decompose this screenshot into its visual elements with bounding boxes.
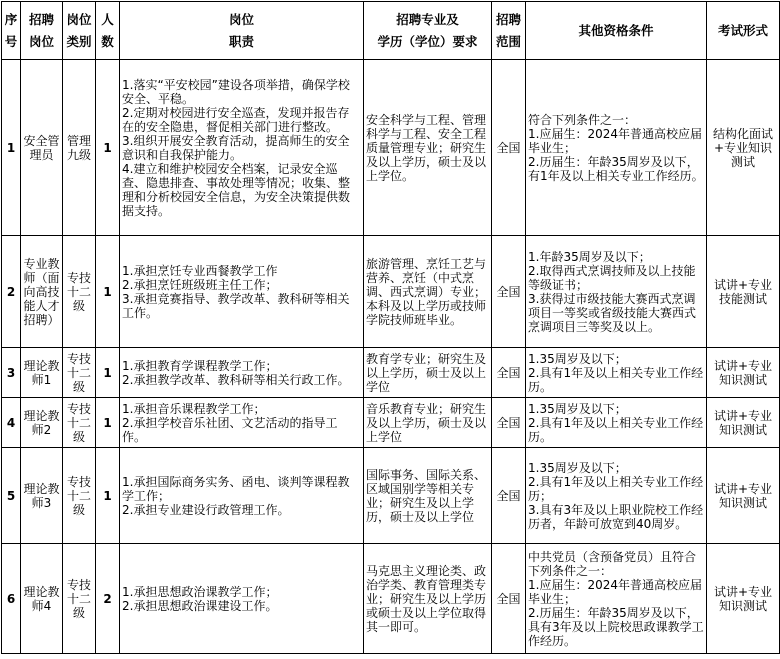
row-major: 教育学专业；研究生及以上学历，硕士及以上学位 — [364, 348, 492, 398]
row-category: 专技十二级 — [63, 236, 96, 348]
condition-line: 2.历届生：年龄35周岁及以下，有1年及以上相关专业工作经历。 — [528, 154, 704, 183]
duty-line: 1.承担国际商务实务、函电、谈判等课程教学工作； — [122, 474, 350, 503]
header-row — [2, 2, 780, 60]
condition-line: 3.获得过市级技能大赛西式烹调项目一等奖或省级技能大赛西式烹调项目三等奖及以上。 — [528, 291, 697, 334]
condition-line: 2.历届生：年龄35周岁及以下，具有3年及以上院校思政课教学工作经历。 — [528, 605, 704, 648]
row-seq: 5 — [2, 448, 21, 544]
duty-line: 1.承担教育学课程教学工作； — [122, 358, 278, 373]
row-seq: 6 — [2, 544, 21, 654]
row-major: 旅游管理、烹饪工艺与营养、烹饪（中式烹调、西式烹调）专业；本科及以上学历或技师学院技师班毕业。 — [364, 236, 492, 348]
row-category: 专技十二级 — [63, 448, 96, 544]
row-duties — [120, 448, 364, 544]
row-post: 专业教师（面向高技能人才招聘） — [21, 236, 63, 348]
row-seq: 2 — [2, 236, 21, 348]
condition-line: 1.应届生：2024年普通高校应届毕业生； — [528, 577, 702, 606]
row-post: 理论教师1 — [21, 348, 63, 398]
row-exam: 试讲+专业知识测试 — [707, 544, 780, 654]
condition-line: 1.35周岁及以下； — [528, 351, 627, 366]
condition-line: 1.应届生：2024年普通高校应届毕业生； — [528, 126, 702, 155]
row-exam: 试讲+专业知识测试 — [707, 348, 780, 398]
row-post: 理论教师2 — [21, 398, 63, 448]
condition-line: 中共党员（含预备党员）且符合下列条件之一： — [528, 549, 697, 578]
table-row — [2, 398, 780, 448]
row-post: 理论教师4 — [21, 544, 63, 654]
header-scope: 招聘 范围 — [492, 2, 526, 60]
row-duties — [120, 348, 364, 398]
header-category: 岗位 类别 — [63, 2, 96, 60]
table-row — [2, 544, 780, 654]
row-scope: 全国 — [492, 398, 526, 448]
row-scope: 全国 — [492, 60, 526, 236]
row-major: 安全科学与工程、管理科学与工程、安全工程质量管理专业；研究生及以上学历，硕士及以上学位。 — [364, 60, 492, 236]
row-exam: 试讲+专业知识测试 — [707, 398, 780, 448]
duty-line: 2.承担学校音乐社团、文艺活动的指导工作。 — [122, 415, 338, 444]
header-other: 其他资格条件 — [526, 2, 707, 60]
condition-line: 3.具有3年及以上职业院校工作经历者，年龄可放宽到40周岁。 — [528, 502, 704, 531]
table-row — [2, 60, 780, 236]
row-post: 安全管理员 — [21, 60, 63, 236]
table-row — [2, 236, 780, 348]
row-seq: 3 — [2, 348, 21, 398]
condition-line: 1.35周岁及以下； — [528, 460, 627, 475]
row-conditions — [526, 60, 707, 236]
row-category: 管理九级 — [63, 60, 96, 236]
row-conditions — [526, 348, 707, 398]
row-scope: 全国 — [492, 236, 526, 348]
duty-line: 4.建立和维护校园安全档案，记录安全巡查、隐患排查、事故处理等情况；收集、整理和分析校园安全信息，为安全决策提供数据支持。 — [122, 161, 351, 218]
row-major: 马克思主义理论类、政治学类、教育管理类专业；研究生及以上学历或硕士及以上学位取得其一即可。 — [364, 544, 492, 654]
row-exam: 试讲+专业知识测试 — [707, 448, 780, 544]
row-scope: 全国 — [492, 544, 526, 654]
row-scope: 全国 — [492, 348, 526, 398]
row-duties — [120, 60, 364, 236]
row-count: 1 — [96, 236, 120, 348]
row-duties — [120, 544, 364, 654]
condition-line: 1.35周岁及以下； — [528, 401, 627, 416]
row-conditions — [526, 398, 707, 448]
row-post: 理论教师3 — [21, 448, 63, 544]
header-count: 人 数 — [96, 2, 120, 60]
duty-line: 2.承担专业建设行政管理工作。 — [122, 502, 290, 517]
row-scope: 全国 — [492, 448, 526, 544]
row-conditions — [526, 448, 707, 544]
condition-line: 2.具有1年及以上相关专业工作经历。 — [528, 365, 704, 394]
duty-line: 1.承担思想政治课教学工作； — [122, 584, 278, 599]
row-exam: 试讲+专业技能测试 — [707, 236, 780, 348]
row-count: 1 — [96, 348, 120, 398]
recruitment-table — [1, 1, 780, 654]
duty-line: 1.承担烹饪专业西餐教学工作 — [122, 263, 278, 278]
table-row — [2, 348, 780, 398]
condition-line: 符合下列条件之一： — [528, 112, 637, 127]
header-duty: 岗位 职责 — [120, 2, 364, 60]
header-exam: 考试形式 — [707, 2, 780, 60]
row-seq: 1 — [2, 60, 21, 236]
duty-line: 2.承担教学改革、教科研等相关行政工作。 — [122, 372, 350, 387]
duty-line: 2.承担思想政治课建设工作。 — [122, 598, 278, 613]
row-count: 1 — [96, 448, 120, 544]
duty-line: 2.承担烹饪班级班主任工作； — [122, 277, 278, 292]
duty-line: 1.承担音乐课程教学工作； — [122, 401, 266, 416]
row-count: 1 — [96, 398, 120, 448]
condition-line: 2.取得西式烹调技师及以上技能等级证书； — [528, 263, 696, 292]
row-conditions — [526, 544, 707, 654]
duty-line: 1.落实“平安校园”建设各项举措，确保学校安全、平稳。 — [122, 77, 350, 106]
row-major: 国际事务、国际关系、区域国别学等相关专业；研究生及以上学历，硕士及以上学位 — [364, 448, 492, 544]
row-category: 专技十二级 — [63, 398, 96, 448]
condition-line: 2.具有1年及以上相关专业工作经历。 — [528, 415, 704, 444]
table-row — [2, 448, 780, 544]
row-duties — [120, 236, 364, 348]
row-duties — [120, 398, 364, 448]
row-major: 音乐教育专业；研究生及以上学历，硕士及以上学位 — [364, 398, 492, 448]
duty-line: 2.定期对校园进行安全巡查，发现并报告存在的安全隐患，督促相关部门进行整改。 — [122, 105, 350, 134]
duty-line: 3.组织开展安全教育活动，提高师生的安全意识和自我保护能力。 — [122, 133, 350, 162]
condition-line: 2.具有1年及以上相关专业工作经历； — [528, 474, 704, 503]
row-conditions — [526, 236, 707, 348]
row-count: 1 — [96, 60, 120, 236]
row-exam: 结构化面试+专业知识测试 — [707, 60, 780, 236]
row-category: 专技十二级 — [63, 348, 96, 398]
row-seq: 4 — [2, 398, 21, 448]
header-post: 招聘 岗位 — [21, 2, 63, 60]
condition-line: 1.年龄35周岁及以下； — [528, 249, 651, 264]
row-category: 专技十二级 — [63, 544, 96, 654]
row-count: 2 — [96, 544, 120, 654]
header-major: 招聘专业及 学历（学位）要求 — [364, 2, 492, 60]
duty-line: 3.承担竞赛指导、教学改革、教科研等相关工作。 — [122, 291, 350, 320]
header-seq: 序 号 — [2, 2, 21, 60]
